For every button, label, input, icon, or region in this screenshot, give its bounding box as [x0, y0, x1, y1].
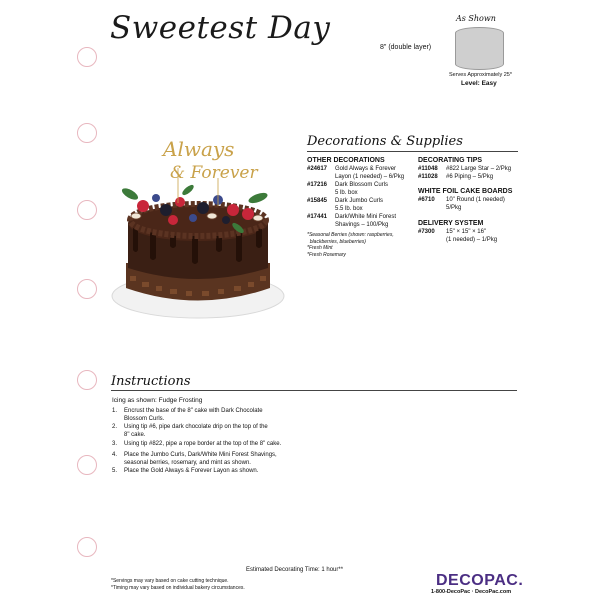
list-item: #15845 Dark Jumbo Curls 5.5 lb. box — [307, 198, 384, 212]
binder-hole — [77, 47, 97, 67]
instructions-heading: Instructions — [111, 374, 191, 389]
decorations-heading: Decorations & Supplies — [307, 134, 463, 149]
topper-text-2: & Forever — [170, 163, 258, 183]
binder-hole — [77, 200, 97, 220]
as-shown-label: As Shown — [456, 14, 496, 23]
icing-label: Icing as shown: Fudge Frosting — [112, 397, 203, 404]
instruction-step: 3. Using tip #822, pipe a rope border at the top of the 8" cake. — [112, 441, 282, 447]
list-item: #6710 10" Round (1 needed) 5/Pkg — [418, 197, 505, 211]
serves-label: Serves Approximately 25* — [449, 72, 512, 78]
page-title: Sweetest Day — [110, 10, 331, 46]
decopac-contact: 1-800-DecoPac · DecoPac.com — [431, 589, 512, 595]
topper-text-1: Always — [163, 137, 235, 161]
other-decorations-title: OTHER DECORATIONS — [307, 157, 385, 164]
estimated-time: Estimated Decorating Time: 1 hour** — [246, 567, 344, 573]
instruction-step: 1. Encrust the base of the 8" cake with Dark Chocolate Blossom Curls. — [112, 408, 263, 422]
cake-size-label: 8" (double layer) — [380, 44, 432, 51]
list-item: #17216 Dark Blossom Curls 5 lb. box — [307, 182, 389, 196]
decorations-notes: *Seasonal Berries (shown: raspberries, blackberries, blueberries) *Fresh Mint *Fresh Rosemary — [307, 232, 394, 258]
servings-note: *Servings may vary based on cake cutting technique. — [111, 578, 229, 584]
list-item: #11048 #822 Large Star – 2/Pkg — [418, 166, 512, 172]
instruction-step: 4. Place the Jumbo Curls, Dark/White Mini Forest Shavings, seasonal berries, rosemary, and mint as shown. — [112, 452, 277, 466]
delivery-system-title: DELIVERY SYSTEM — [418, 220, 484, 227]
decopac-logo: DECOPAC. — [436, 572, 524, 589]
decorating-tips-title: DECORATING TIPS — [418, 157, 483, 164]
instruction-step: 5. Place the Gold Always & Forever Layon as shown. — [112, 468, 259, 474]
instruction-step: 2. Using tip #6, pipe dark chocolate drip on the top of the 8" cake. — [112, 424, 268, 438]
cake-boards-title: WHITE FOIL CAKE BOARDS — [418, 188, 513, 195]
list-item: #11028 #6 Piping – 5/Pkg — [418, 174, 494, 180]
timing-note: *Timing may vary based on individual bakery circumstances. — [111, 585, 245, 591]
instructions-rule — [111, 390, 517, 391]
binder-hole — [77, 123, 97, 143]
binder-hole — [77, 455, 97, 475]
binder-hole — [77, 279, 97, 299]
binder-hole — [77, 370, 97, 390]
binder-hole — [77, 537, 97, 557]
list-item: #17441 Dark/White Mini Forest Shavings – 100/Pkg — [307, 214, 397, 228]
decorations-rule — [307, 151, 518, 152]
level-label: Level: Easy — [461, 80, 497, 87]
cake-size-icon — [455, 27, 504, 70]
list-item: #24617 Gold Always & Forever Layon (1 needed) – 6/Pkg — [307, 166, 405, 180]
list-item: #7300 15" × 15" × 16" (1 needed) – 1/Pkg — [418, 229, 498, 243]
cake-photo — [108, 128, 288, 328]
